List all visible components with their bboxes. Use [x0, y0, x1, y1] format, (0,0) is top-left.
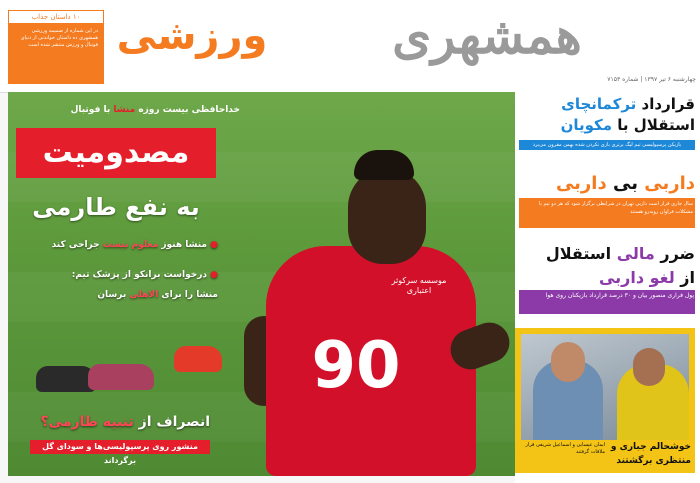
story3-line2	[519, 266, 695, 290]
story3-prefix: ضرر	[660, 244, 695, 263]
jersey-sponsor: موسسه سرکوثر اعتباری	[391, 276, 447, 295]
kicker-prefix: خداحافظی بیست روزه	[138, 105, 240, 115]
varzeshi-logo: ورزشی	[116, 13, 268, 59]
story3-bar: پول فراری منصور بیان و ۳۰ درصد قرارداد بازیکنان روی هوا	[519, 290, 695, 314]
player-figure	[244, 156, 514, 476]
story1-highlight: ترکمانچای	[561, 95, 637, 113]
interview-title-line1: خوشحالم جباری و	[610, 442, 691, 452]
main-subheadline[interactable]: به نفع طارمی	[32, 193, 200, 221]
headline-kicker[interactable]	[40, 105, 240, 119]
player-hair	[354, 150, 414, 180]
story3-prefix: از	[680, 268, 695, 287]
football-boots	[36, 340, 226, 400]
story2-text: سال جاری قرار است داربی تهران در شرایطی برگزار شود که هر دو تیم با مشکلات فراوان روبه‌رو هستند	[519, 198, 695, 228]
hamshahri-logo: همشهری	[392, 6, 582, 65]
main-headline[interactable]: مصدومیت	[16, 128, 216, 178]
question-prefix: انصراف از	[138, 414, 210, 430]
person-left-head	[551, 342, 585, 382]
bullet-dot-icon: ●	[210, 270, 218, 280]
bullet-prefix: منشا را برای	[161, 290, 218, 300]
bullet-prefix: درخواست برانکو از پزشک تیم:	[71, 270, 207, 280]
story2-prefix: داربی	[644, 173, 695, 194]
story1-bar: بازیکن پرسپولیسی تیم لیگ برتری بازی نکردن شده بهمن مقرون می‌برد	[519, 140, 695, 150]
kicker-suffix: با فوتبال	[70, 105, 111, 115]
interview-box[interactable]	[515, 328, 695, 473]
story3-highlight: مالی	[616, 244, 655, 263]
story3-suffix: استقلال	[545, 244, 612, 263]
person-right-head	[633, 348, 665, 386]
question-headline[interactable]	[30, 414, 210, 434]
question-highlight: تنبیه طارمی؟	[40, 414, 134, 430]
bullet-item[interactable]	[4, 240, 218, 254]
promo-text: در این شماره از ضمیمه ورزشی همشهری ده داستان خواندنی از دنیای فوتبال و ورزش منتشر شده است	[20, 28, 98, 48]
masthead	[0, 0, 700, 93]
story2-title	[519, 170, 695, 198]
bullet-prefix: منشا هنوز	[161, 240, 207, 250]
question-subbar: منشور روی پرسپولیسی‌ها و سودای گل برگرداند	[30, 440, 210, 454]
story1-highlight: مکویان	[560, 116, 613, 134]
story3-line1	[519, 242, 695, 266]
story1-prefix: قرارداد	[641, 95, 695, 113]
story-contract[interactable]	[519, 94, 695, 154]
story1-prefix: استقلال با	[617, 116, 695, 134]
story-derby[interactable]	[519, 170, 695, 230]
bullet-item[interactable]	[4, 270, 218, 284]
bullet-dot-icon: ●	[210, 240, 218, 250]
pink-boot	[88, 364, 154, 390]
black-boot	[36, 366, 96, 392]
story-loss[interactable]	[519, 242, 695, 314]
dateline: چهارشنبه ۶ تیر ۱۳۹۷ | شماره ۷۱۵۳	[607, 76, 696, 83]
player-head	[348, 168, 426, 264]
bullet-highlight: الاهلی	[129, 290, 159, 300]
interview-title	[607, 440, 691, 470]
kicker-highlight: منشا	[113, 105, 136, 115]
story2-dark: بی	[612, 173, 638, 194]
story1-line2	[519, 114, 695, 136]
interview-photo	[521, 334, 689, 440]
story2-suffix: داربی	[555, 173, 607, 194]
promo-box[interactable]	[8, 10, 104, 84]
story3-highlight: لغو داربی	[598, 268, 675, 287]
jersey-number: 90	[311, 329, 401, 403]
bullet-item[interactable]	[4, 290, 218, 304]
bullet-suffix: برسان	[97, 290, 127, 300]
bullet-highlight: معلوم نیست	[102, 240, 159, 250]
interview-title-line2: منتظری برگشتند	[616, 456, 691, 466]
bullet-suffix: جراحی کند	[51, 240, 100, 250]
story1-line1	[519, 94, 695, 114]
red-boot	[174, 346, 222, 372]
interview-caption: ایمان عیسایی و اسماعیل شریفی قرار ملاقات گرفتند	[525, 442, 605, 455]
promo-title: ۱۰ داستان جذاب	[8, 10, 104, 24]
